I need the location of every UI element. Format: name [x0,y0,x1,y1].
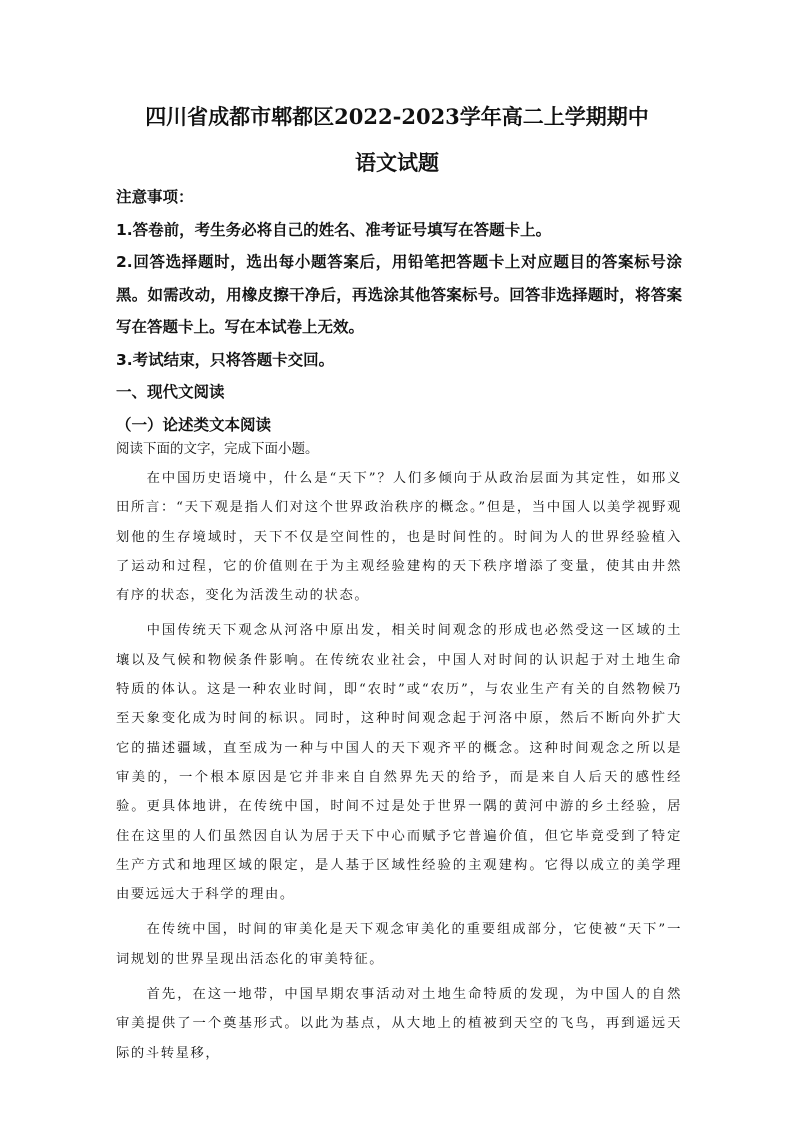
section-heading: 一、现代文阅读 [116,383,225,401]
exam-subtitle: 语文试题 [355,150,439,175]
passage-paragraph: 首先，在这一地带，中国早期农事活动对土地生命特质的发现，为中国人的自然审美提供了一个奠基形式。以此为基点，从大地上的植被到天空的飞鸟，再到遥远天际的斗转星移， [116,987,682,1061]
passage-paragraph: 在传统中国，时间的审美化是天下观念审美化的重要组成部分，它使被“天下”一词规划的世界呈现出活态化的审美特征。 [116,922,682,967]
notice-section [116,181,682,441]
reading-passage [116,464,682,1074]
notice-heading: 注意事项： [116,188,194,206]
notice-item-1: 1.答卷前，考生务必将自己的姓名、准考证号填写在答题卡上。 [116,220,552,239]
notice-item-3: 3.考试结束，只将答题卡交回。 [116,350,335,369]
subsection-heading: （一）论述类文本阅读 [116,415,272,434]
passage-paragraph: 在中国历史语境中，什么是“天下”？人们多倾向于从政治层面为其定性，如邢义田所言：“天下观是指人们对这个世界政治秩序的概念。”但是，当中国人以美学视野观划他的生存境域时，天下不仅是空间性的，也是时间性的。时间为人的世界经验植入了运动和过程，它的价值则在于为主观经验建构的天下秩序增添了变量，使其由井然有序的状态，变化为活泼生动的状态。 [116,471,682,604]
exam-title: 四川省成都市郫都区2022-2023学年高二上学期期中 [145,104,649,129]
instruction-block [116,436,682,462]
notice-item-2: 2.回答选择题时，选出每小题答案后，用铅笔把答题卡上对应题目的答案标号涂黑。如需改动，用橡皮擦干净后，再选涂其他答案标号。回答非选择题时，将答案写在答题卡上。写在本试卷上无效。 [116,253,682,336]
passage-paragraph: 中国传统天下观念从河洛中原出发，相关时间观念的形成也必然受这一区域的土壤以及气候和物候条件影响。在传统农业社会，中国人对时间的认识起于对土地生命特质的体认。这是一种农业时间，即“农时”或“农历”，与农业生产有关的自然物候乃至天象变化成为时间的标识。同时，这种时间观念起于河洛中原，然后不断向外扩大它的描述疆域，直至成为一种与中国人的天下观齐平的概念。这种时间观念之所以是审美的，一个根本原因是它并非来自自然界先天的给予，而是来自人后天的感性经验。更具体地讲，在传统中国，时间不过是处于世界一隅的黄河中游的乡土经验，居住在这里的人们虽然因自认为居于天下中心而赋予它普遍价值，但它毕竟受到了特定生产方式和地理区域的限定，是人基于区域性经验的主观建构。它得以成立的美学理由要远远大于科学的理由。 [116,623,682,903]
reading-instruction: 阅读下面的文字，完成下面小题。 [116,441,319,457]
